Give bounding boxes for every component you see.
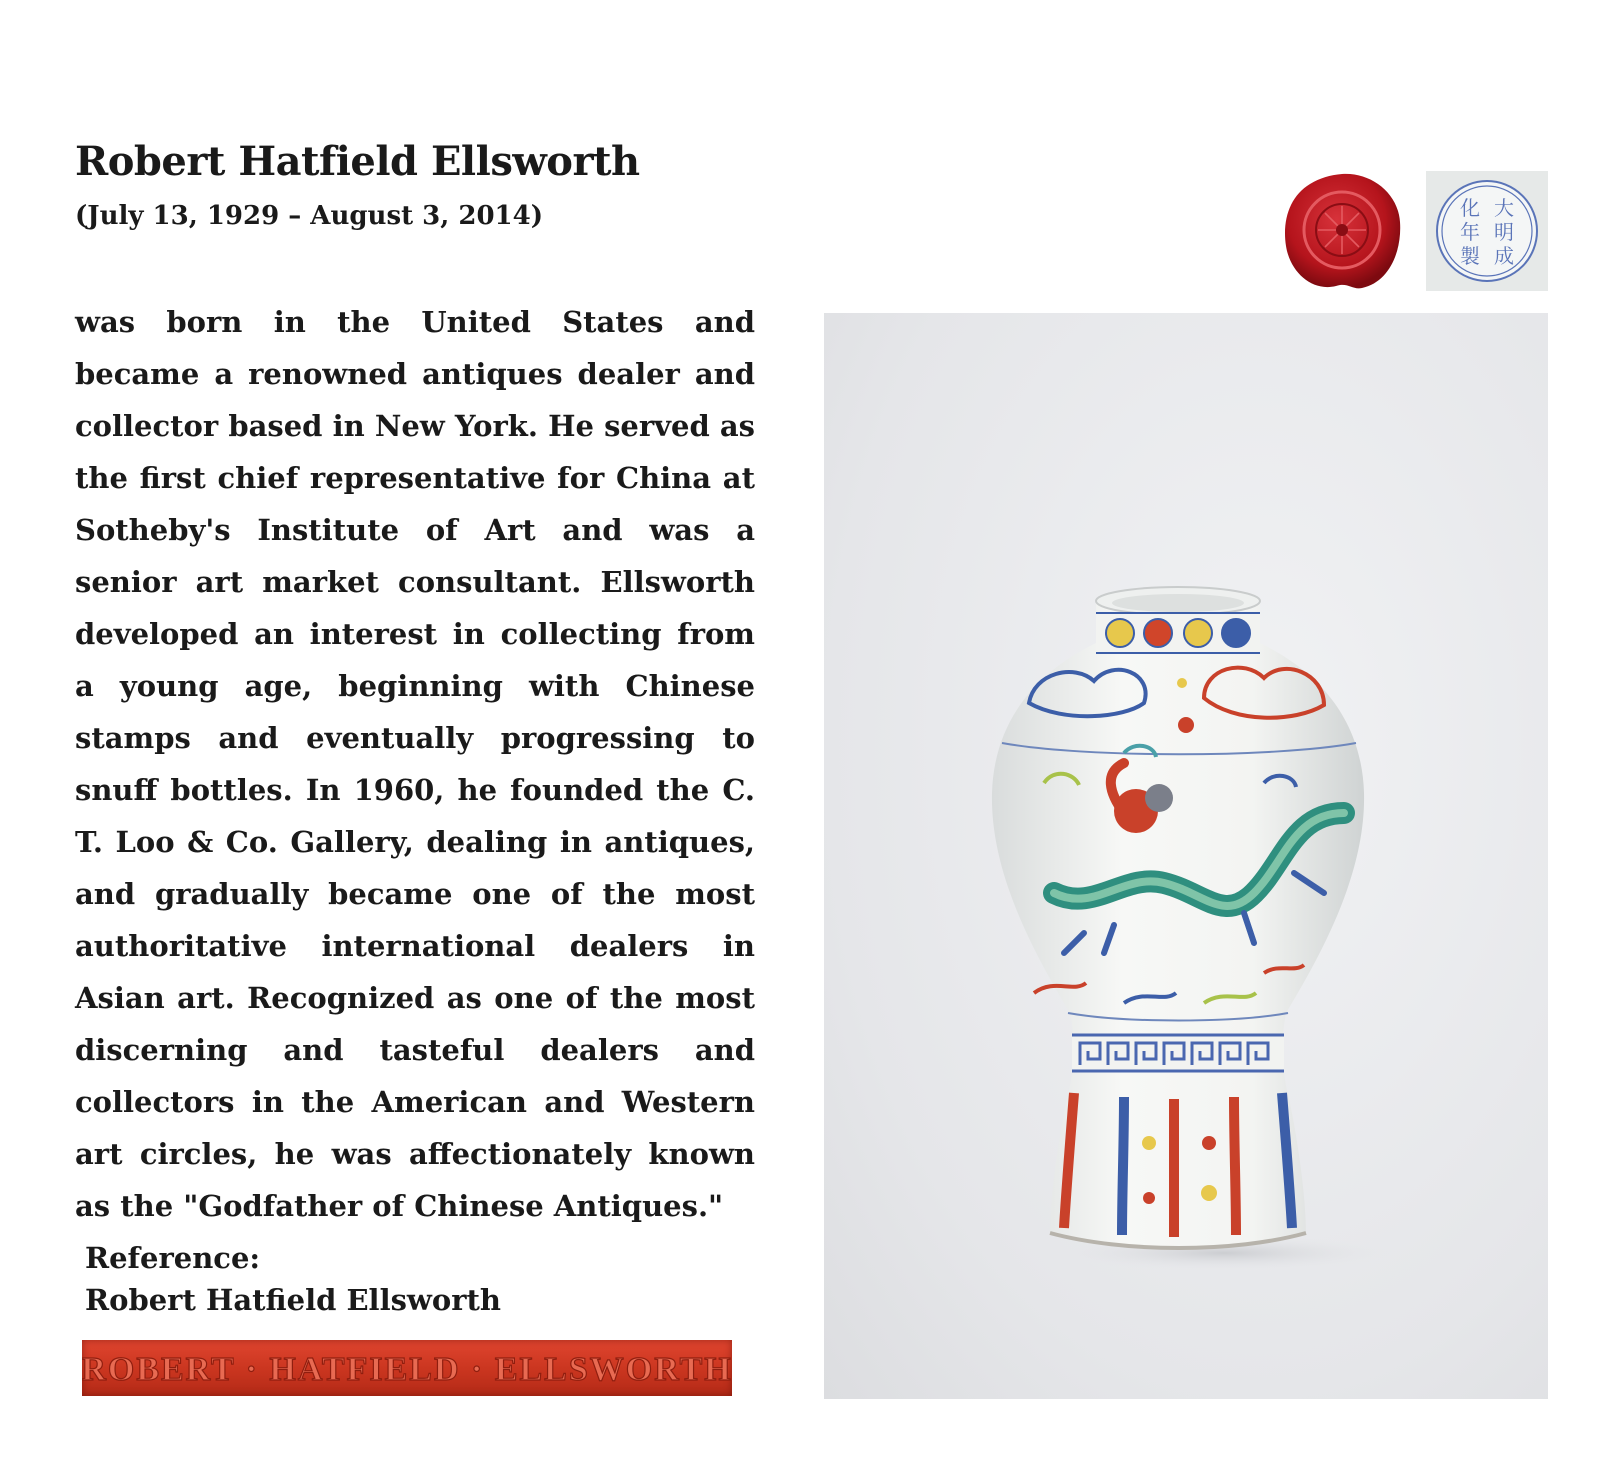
vase-photo — [824, 313, 1548, 1399]
reign-char: 年 — [1460, 220, 1480, 244]
reign-char: 製 — [1460, 244, 1480, 268]
wax-seal-icon — [1282, 170, 1402, 292]
reign-char: 化 — [1460, 196, 1480, 220]
svg-text:ROBERT · HATFIELD · ELLSWORTH: ROBERT · HATFIELD · ELLSWORTH — [82, 1351, 732, 1388]
biography-text: was born in the United States and became a renowned antiques dealer and collector based in New York. He served as the first chief representative for China at Sotheby's Institute of Art and was a senior art market consultant. Ellsworth developed an interest in collecting from a young age, beginning with Chinese stamps and eventually progressing to snuff bottles. In 1960, he founded the C. T. Loo & Co. Gallery, dealing in antiques, and gradually became one of the most authoritative international dealers in Asian art. Recognized as one of the most discerning and tasteful dealers and collectors in the American and Western art circles, he was affectionately known as the "Godfather of Chinese Antiques." — [75, 305, 755, 1223]
reference-label: Reference: — [85, 1241, 261, 1275]
reign-mark-tile — [1426, 171, 1548, 291]
stamp-lettering — [82, 1340, 732, 1396]
reign-char: 成 — [1494, 244, 1514, 268]
reign-char: 大 — [1494, 196, 1514, 220]
reference-name: Robert Hatfield Ellsworth — [85, 1283, 501, 1317]
collector-stamp-strip — [82, 1340, 732, 1396]
vase-illustration — [824, 313, 1548, 1399]
reign-char: 明 — [1494, 220, 1514, 244]
page-title: Robert Hatfield Ellsworth — [75, 138, 640, 185]
life-dates: (July 13, 1929 – August 3, 2014) — [75, 201, 544, 231]
